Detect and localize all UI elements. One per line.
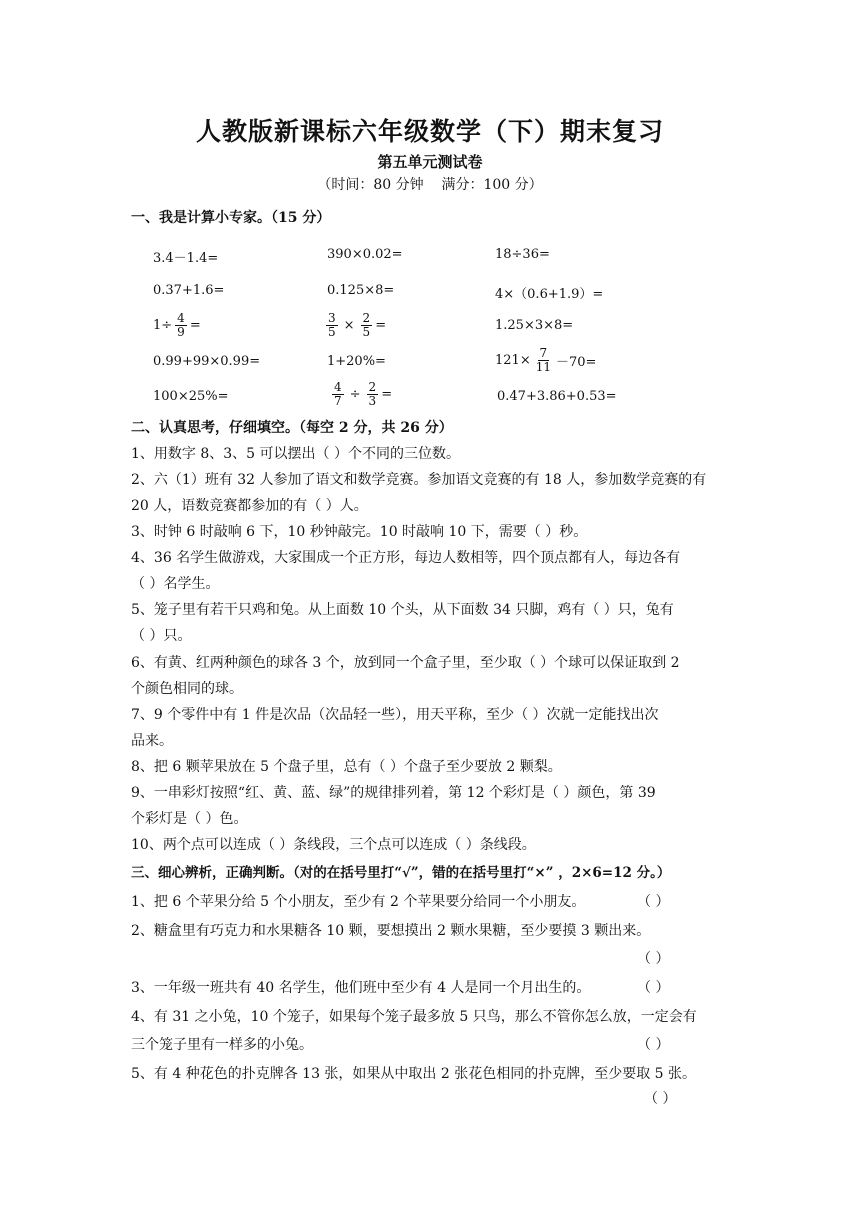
answer-parentheses: （ ） [637,1037,670,1053]
calc-item: 1.25×3×8= [495,318,574,333]
question-line: 5、有 4 种花色的扑克牌各 13 张，如果从中取出 2 张花色相同的扑克牌，至少要取 5 张。 [131,1066,697,1082]
answer-parentheses: （ ） [637,951,670,967]
denominator: 3 [368,394,377,408]
numerator: 2 [368,380,377,394]
exam-info: （时间：80 分钟 满分：100 分） [317,177,543,193]
operator: × [343,318,355,333]
calc-item: 0.99+99×0.99= [153,354,261,369]
calc-item: 1+20%= [327,354,386,369]
calc-item-fraction [329,381,392,408]
question-line: 1、把 6 个苹果分给 5 个小朋友，至少有 2 个苹果要分给同一个小朋友。 [131,894,586,910]
question-line: 9、一串彩灯按照“红、黄、蓝、绿”的规律排列着，第 12 个彩灯是（ ）颜色，第 39 [131,785,656,801]
section-1-heading: 一、我是计算小专家。（15 分） [131,210,331,226]
fraction [326,312,338,339]
calc-item: 0.37+1.6= [153,283,225,298]
question-line: 5、笼子里有若干只鸡和兔。从上面数 10 个头，从下面数 34 只脚，鸡有（ ）只，兔有 [131,602,674,618]
calc-text: = [189,318,201,333]
fraction [534,347,553,374]
fraction [361,312,373,339]
numerator: 3 [328,311,336,325]
question-line: 3、时钟 6 时敲响 6 下，10 秒钟敲完。10 时敲响 10 下，需要（ ）秒。 [131,524,588,540]
question-line: 三个笼子里有一样多的小兔。 [131,1037,313,1053]
question-line: 3、一年级一班共有 40 名学生，他们班中至少有 4 人是同一个月出生的。 [131,980,591,996]
denominator: 5 [362,325,371,339]
page-title: 人教版新课标六年级数学（下）期末复习 [195,117,664,146]
numerator: 2 [362,311,371,325]
calc-item: 4×（0.6+1.9）= [495,287,604,302]
numerator: 4 [334,380,342,394]
question-line: （ ）只。 [131,628,192,644]
page-subtitle: 第五单元测试卷 [377,153,483,171]
question-line: 1、用数字 8、3、5 可以摆出（ ）个不同的三位数。 [131,446,460,462]
calc-text: 121× [495,353,531,368]
question-line: 个彩灯是（ ）色。 [131,811,248,827]
fraction [332,381,344,408]
calc-item-fraction [323,312,386,339]
fraction [175,312,187,339]
section-2-heading: 二、认真思考，仔细填空。（每空 2 分，共 26 分） [131,420,453,436]
operator: ÷ [349,387,361,402]
question-line: 10、两个点可以连成（ ）条线段，三个点可以连成（ ）条线段。 [131,837,536,853]
question-line: 6、有黄、红两种颜色的球各 3 个，放到同一个盒子里，至少取（ ）个球可以保证取到 2 [131,655,680,671]
calc-item: 0.125×8= [327,283,395,298]
calc-item-fraction [153,312,201,339]
answer-parentheses: （ ） [637,894,670,910]
denominator: 5 [328,325,336,339]
question-line: 20 人，语数竞赛都参加的有（ ）人。 [131,498,368,514]
denominator: 9 [177,325,185,339]
calc-item: 100×25%= [153,389,229,404]
question-line: 品来。 [131,733,173,749]
numerator: 7 [539,346,548,360]
calc-text: = [375,318,387,333]
numerator: 4 [177,311,185,325]
section-3-heading: 三、细心辨析，正确判断。（对的在括号里打“√”，错的在括号里打“×” ，2×6=12 分。） [131,865,671,881]
calc-text: －70= [556,355,597,370]
answer-parentheses: （ ） [637,980,670,996]
question-line: 2、六（1）班有 32 人参加了语文和数学竞赛。参加语文竞赛的有 18 人，参加数学竞赛的有 [131,472,707,488]
question-line: （ ）名学生。 [131,576,220,592]
calc-item-fraction [495,347,596,374]
question-line: 8、把 6 颗苹果放在 5 个盘子里，总有（ ）个盘子至少要放 2 颗梨。 [131,759,562,775]
calc-text: 1÷ [153,318,173,333]
answer-parentheses: （ ） [644,1091,677,1107]
question-line: 4、有 31 之小兔，10 个笼子，如果每个笼子最多放 5 只鸟，那么不管你怎么放，一定会有 [131,1009,697,1025]
question-line: 4、36 名学生做游戏，大家围成一个正方形，每边人数相等，四个顶点都有人，每边各有 [131,550,681,566]
calc-item: 3.4－1.4= [153,251,219,266]
question-line: 个颜色相同的球。 [131,681,243,697]
denominator: 7 [334,394,342,408]
question-line: 2、糖盒里有巧克力和水果糖各 10 颗，要想摸出 2 颗水果糖，至少要摸 3 颗出来。 [131,923,651,939]
calc-item: 390×0.02= [327,247,403,262]
denominator: 11 [535,360,551,374]
calc-item: 18÷36= [495,247,550,262]
fraction [367,381,379,408]
question-line: 7、9 个零件中有 1 件是次品（次品轻一些），用天平称，至少（ ）次就一定能找出次 [131,707,659,723]
calc-text: = [381,387,393,402]
calc-item: 0.47+3.86+0.53= [497,389,617,404]
